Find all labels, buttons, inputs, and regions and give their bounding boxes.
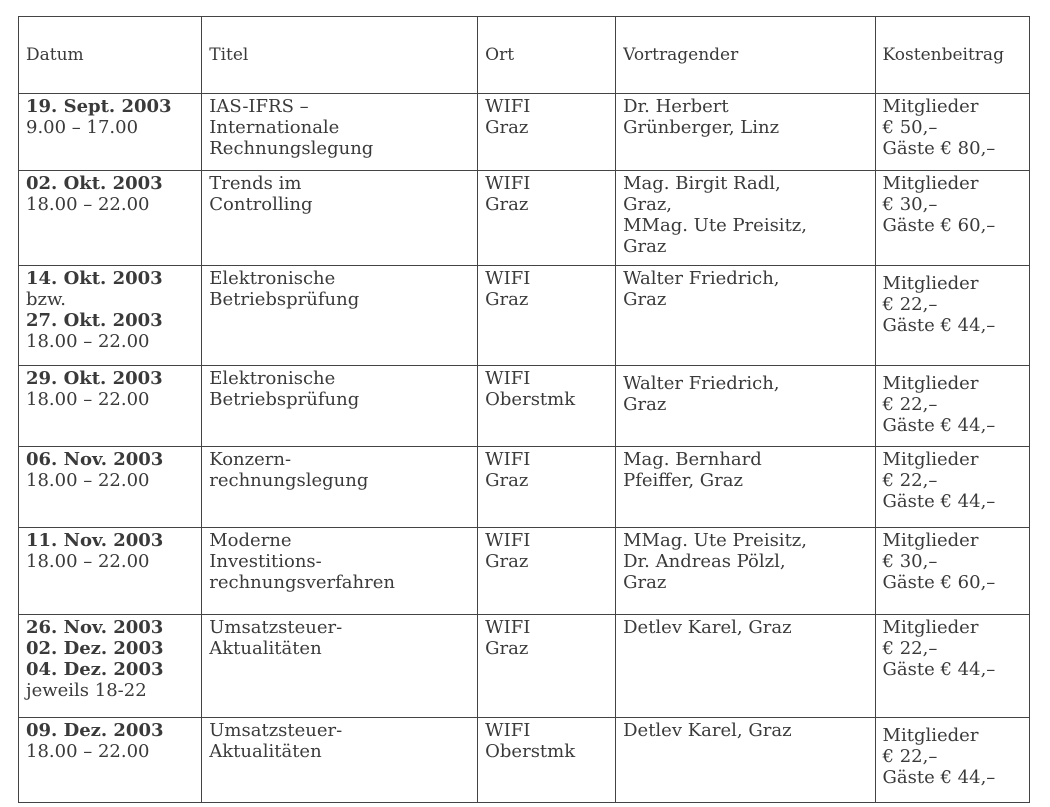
time-line: 9.00 – 17.00 (26, 117, 139, 138)
title-cell (202, 171, 478, 266)
cost-line: Mitglieder (882, 617, 979, 638)
table-row (19, 528, 1030, 615)
place-cell (478, 528, 616, 615)
time-line: 18.00 – 22.00 (26, 741, 150, 762)
speaker-cell (616, 366, 875, 447)
table-row (19, 171, 1030, 266)
speaker-cell (616, 447, 875, 528)
cost-line: € 22,– (882, 470, 938, 491)
speaker-line: MMag. Ute Preisitz, (623, 215, 808, 236)
place-line: WIFI (485, 368, 531, 389)
header-kostenbeitrag: Kostenbeitrag (875, 17, 1029, 94)
title-cell (202, 615, 478, 718)
header-titel: Titel (202, 17, 478, 94)
cost-cell (875, 447, 1029, 528)
cost-line: Gäste € 60,– (882, 215, 996, 236)
place-line: Graz (485, 194, 529, 215)
speaker-cell (616, 528, 875, 615)
speaker-line: MMag. Ute Preisitz, (623, 530, 808, 551)
title-line: Investitions- (209, 551, 322, 572)
title-line: Elektronische (209, 368, 336, 389)
date-line: 02. Dez. 2003 (26, 638, 164, 659)
title-line: rechnungslegung (209, 470, 369, 491)
header-vortragender: Vortragender (616, 17, 875, 94)
speaker-line: Dr. Andreas Pölzl, (623, 551, 786, 572)
place-cell (478, 718, 616, 803)
cost-line: Gäste € 44,– (882, 415, 996, 436)
place-line: WIFI (485, 173, 531, 194)
place-line: WIFI (485, 720, 531, 741)
title-line: Moderne (209, 530, 292, 551)
date-cell (19, 615, 202, 718)
place-line: WIFI (485, 449, 531, 470)
speaker-line: Mag. Birgit Radl, (623, 173, 781, 194)
date-line: 06. Nov. 2003 (26, 449, 164, 470)
title-line: Internationale (209, 117, 340, 138)
title-line: Rechnungslegung (209, 138, 374, 159)
cost-line: Mitglieder (882, 449, 979, 470)
title-cell (202, 266, 478, 366)
date-cell (19, 366, 202, 447)
speaker-line: Detlev Karel, Graz (623, 720, 792, 741)
place-line: Oberstmk (485, 389, 576, 410)
place-cell (478, 94, 616, 171)
cost-line: Gäste € 44,– (882, 491, 996, 512)
time-line: 18.00 – 22.00 (26, 331, 150, 352)
speaker-line: Walter Friedrich, (623, 373, 780, 394)
cost-line: € 22,– (882, 294, 938, 315)
speaker-line: Graz (623, 289, 667, 310)
time-line: jeweils 18-22 (26, 680, 147, 701)
title-line: Aktualitäten (209, 638, 322, 659)
place-line: WIFI (485, 96, 531, 117)
date-line: 19. Sept. 2003 (26, 96, 172, 117)
cost-cell (875, 366, 1029, 447)
title-line: Controlling (209, 194, 313, 215)
title-cell (202, 528, 478, 615)
date-line: 14. Okt. 2003 (26, 268, 163, 289)
place-line: Graz (485, 117, 529, 138)
title-cell (202, 447, 478, 528)
title-line: rechnungsverfahren (209, 572, 395, 593)
place-line: WIFI (485, 617, 531, 638)
date-cell (19, 718, 202, 803)
cost-cell (875, 528, 1029, 615)
cost-line: Gäste € 44,– (882, 767, 996, 788)
cost-line: Mitglieder (882, 725, 979, 746)
place-cell (478, 615, 616, 718)
title-cell (202, 718, 478, 803)
place-cell (478, 171, 616, 266)
cost-line: Mitglieder (882, 373, 979, 394)
speaker-line: Graz (623, 572, 667, 593)
table-row (19, 615, 1030, 718)
cost-line: Mitglieder (882, 273, 979, 294)
header-row (19, 17, 1030, 94)
speaker-line: Dr. Herbert (623, 96, 729, 117)
speaker-cell (616, 94, 875, 171)
date-line: 11. Nov. 2003 (26, 530, 164, 551)
date-line: bzw. (26, 289, 66, 310)
cost-line: Mitglieder (882, 96, 979, 117)
place-line: Graz (485, 470, 529, 491)
date-line: 29. Okt. 2003 (26, 368, 163, 389)
speaker-line: Graz, (623, 194, 673, 215)
speaker-cell (616, 171, 875, 266)
speaker-line: Grünberger, Linz (623, 117, 780, 138)
place-line: WIFI (485, 268, 531, 289)
speaker-cell (616, 718, 875, 803)
date-cell (19, 528, 202, 615)
title-line: Elektronische (209, 268, 336, 289)
time-line: 18.00 – 22.00 (26, 194, 150, 215)
cost-line: € 22,– (882, 394, 938, 415)
header-datum: Datum (19, 17, 202, 94)
cost-line: € 22,– (882, 638, 938, 659)
speaker-line: Detlev Karel, Graz (623, 617, 792, 638)
title-line: Trends im (209, 173, 302, 194)
date-cell (19, 266, 202, 366)
cost-line: Mitglieder (882, 173, 979, 194)
cost-line: € 50,– (882, 117, 938, 138)
title-line: Betriebsprüfung (209, 389, 360, 410)
speaker-line: Pfeiffer, Graz (623, 470, 744, 491)
cost-line: € 30,– (882, 551, 938, 572)
table-row (19, 94, 1030, 171)
cost-cell (875, 615, 1029, 718)
place-cell (478, 366, 616, 447)
seminar-schedule-table (18, 16, 1030, 803)
speaker-cell (616, 615, 875, 718)
place-line: Graz (485, 289, 529, 310)
date-line: 26. Nov. 2003 (26, 617, 164, 638)
place-line: Oberstmk (485, 741, 576, 762)
place-line: Graz (485, 638, 529, 659)
header-ort: Ort (478, 17, 616, 94)
date-line: 27. Okt. 2003 (26, 310, 163, 331)
title-line: Betriebsprüfung (209, 289, 360, 310)
table-row (19, 366, 1030, 447)
time-line: 18.00 – 22.00 (26, 470, 150, 491)
date-line: 04. Dez. 2003 (26, 659, 164, 680)
title-line: Umsatzsteuer- (209, 617, 343, 638)
cost-line: Mitglieder (882, 530, 979, 551)
speaker-line: Graz (623, 236, 667, 257)
place-line: Graz (485, 551, 529, 572)
date-line: 02. Okt. 2003 (26, 173, 163, 194)
time-line: 18.00 – 22.00 (26, 389, 150, 410)
title-line: Konzern- (209, 449, 292, 470)
place-line: WIFI (485, 530, 531, 551)
place-cell (478, 266, 616, 366)
cost-cell (875, 94, 1029, 171)
title-cell (202, 94, 478, 171)
speaker-cell (616, 266, 875, 366)
date-line: 09. Dez. 2003 (26, 720, 164, 741)
title-line: Aktualitäten (209, 741, 322, 762)
speaker-line: Walter Friedrich, (623, 268, 780, 289)
date-cell (19, 94, 202, 171)
title-line: Umsatzsteuer- (209, 720, 343, 741)
table-row (19, 718, 1030, 803)
title-line: IAS-IFRS – (209, 96, 309, 117)
time-line: 18.00 – 22.00 (26, 551, 150, 572)
cost-line: € 22,– (882, 746, 938, 767)
date-cell (19, 171, 202, 266)
cost-line: Gäste € 44,– (882, 659, 996, 680)
cost-line: Gäste € 60,– (882, 572, 996, 593)
date-cell (19, 447, 202, 528)
cost-line: € 30,– (882, 194, 938, 215)
cost-line: Gäste € 44,– (882, 315, 996, 336)
cost-cell (875, 266, 1029, 366)
title-cell (202, 366, 478, 447)
cost-cell (875, 171, 1029, 266)
speaker-line: Graz (623, 394, 667, 415)
cost-cell (875, 718, 1029, 803)
table-row (19, 266, 1030, 366)
table-row (19, 447, 1030, 528)
cost-line: Gäste € 80,– (882, 138, 996, 159)
place-cell (478, 447, 616, 528)
speaker-line: Mag. Bernhard (623, 449, 762, 470)
